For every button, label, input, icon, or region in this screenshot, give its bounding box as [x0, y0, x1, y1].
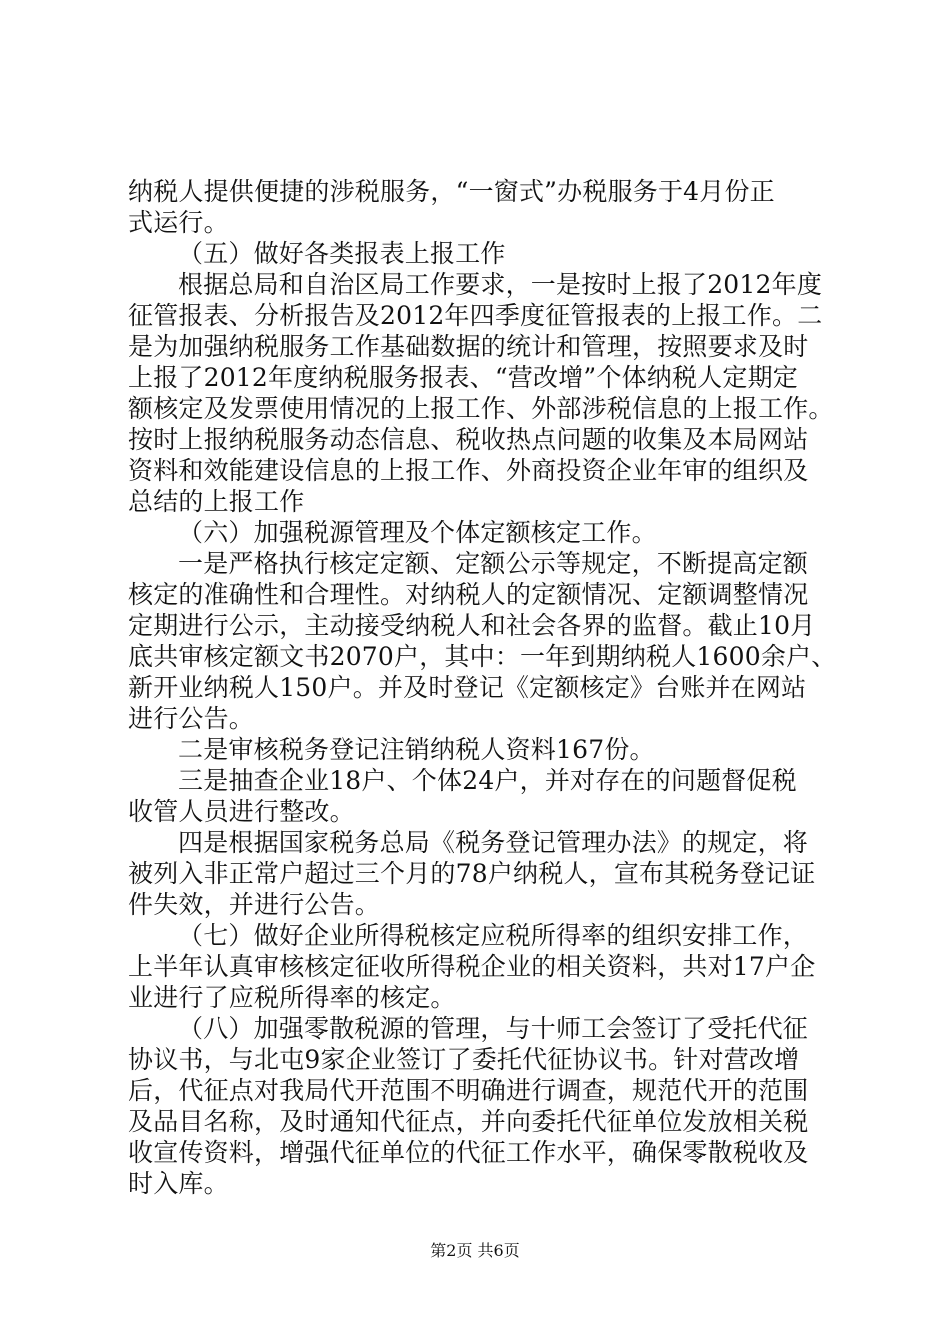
text-line: 进行公告。 — [128, 704, 255, 733]
text-line: 额核定及发票使用情况的上报工作、外部涉税信息的上报工作。 — [128, 394, 834, 423]
page-footer: 第2页 共6页 — [430, 1241, 520, 1260]
text-line: 根据总局和自治区局工作要求，一是按时上报了2012年度 — [178, 270, 823, 299]
text-line: 协议书，与北屯9家企业签订了委托代征协议书。针对营改增 — [128, 1045, 800, 1074]
text-line: 总结的上报工作 — [128, 487, 305, 516]
text-line: 底共审核定额文书2070户，其中：一年到期纳税人1600余户、 — [128, 642, 837, 671]
text-line: 征管报表、分析报告及2012年四季度征管报表的上报工作。二 — [128, 301, 823, 330]
text-line: 核定的准确性和合理性。对纳税人的定额情况、定额调整情况 — [128, 580, 809, 609]
text-line: 纳税人提供便捷的涉税服务，“一窗式”办税服务于4月份正 — [128, 177, 775, 206]
text-line: 收管人员进行整改。 — [128, 797, 355, 826]
text-line: 按时上报纳税服务动态信息、税收热点问题的收集及本局网站 — [128, 425, 809, 454]
text-line: 三是抽查企业18户、个体24户，并对存在的问题督促税 — [178, 766, 797, 795]
section-heading: （七）做好企业所得税核定应税所得率的组织安排工作， — [178, 921, 809, 950]
section-heading: （八）加强零散税源的管理，与十师工会签订了受托代征 — [178, 1014, 809, 1043]
section-heading: （六）加强税源管理及个体定额核定工作。 — [178, 518, 657, 547]
text-line: 及品目名称，及时通知代征点，并向委托代征单位发放相关税 — [128, 1107, 809, 1136]
text-line: 后，代征点对我局代开范围不明确进行调查，规范代开的范围 — [128, 1076, 809, 1105]
text-line: 被列入非正常户超过三个月的78户纳税人，宣布其税务登记证 — [128, 859, 816, 888]
text-line: 新开业纳税人150户。并及时登记《定额核定》台账并在网站 — [128, 673, 807, 702]
text-line: 资料和效能建设信息的上报工作、外商投资企业年审的组织及 — [128, 456, 809, 485]
text-line: 式运行。 — [128, 208, 229, 237]
text-line: 上报了2012年度纳税服务报表、“营改增”个体纳税人定期定 — [128, 363, 798, 392]
text-line: 业进行了应税所得率的核定。 — [128, 983, 456, 1012]
text-line: 收宣传资料，增强代征单位的代征工作水平，确保零散税收及 — [128, 1138, 809, 1167]
text-line: 时入库。 — [128, 1169, 229, 1198]
text-line: 件失效，并进行公告。 — [128, 890, 381, 919]
text-line: 一是严格执行核定定额、定额公示等规定，不断提高定额 — [178, 549, 809, 578]
text-line: 四是根据国家税务总局《税务登记管理办法》的规定，将 — [178, 828, 809, 857]
section-heading: （五）做好各类报表上报工作 — [178, 239, 506, 268]
text-line: 定期进行公示，主动接受纳税人和社会各界的监督。截止10月 — [128, 611, 816, 640]
text-line: 上半年认真审核核定征收所得税企业的相关资料，共对17户企 — [128, 952, 816, 981]
text-line: 是为加强纳税服务工作基础数据的统计和管理，按照要求及时 — [128, 332, 809, 361]
text-line: 二是审核税务登记注销纳税人资料167份。 — [178, 735, 655, 764]
